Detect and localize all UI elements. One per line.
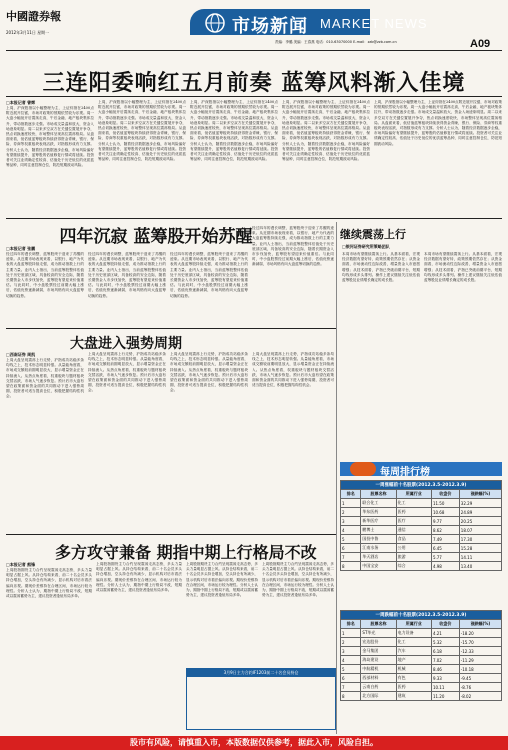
sidebar-byline: □银河证券研究所策略团队 [342,244,390,249]
table-cell: 8 [341,562,361,571]
table-header: 收盘价 [431,490,459,499]
section-title-cn: 市场新闻 [232,16,308,37]
table-cell: 汽车 [396,647,431,656]
table-cell: 1 [341,499,361,508]
table-cell: -12.33 [459,647,501,656]
table-cell: 食品 [396,535,431,544]
table-cell: 7.49 [431,535,459,544]
table-cell: 鹏博士 [361,526,396,535]
table-cell: -11.29 [459,656,501,665]
losers-table [340,610,502,701]
table-header: 涨跌幅(%) [459,490,501,499]
table-header: 所属行业 [396,490,431,499]
table-cell: 5 [341,665,361,674]
table-cell: ST华光 [361,629,396,638]
page-number: A09 [470,38,491,50]
table-row [341,692,502,701]
table-row [341,647,502,656]
table-row [341,629,502,638]
article3-body-col-1: 上周大盘呈现震荡上行走势，沪指成功站稳多条均线之上，技术形态明显转强。从量能角度看，市场成交额较前期明显放大，显示增量资金正在持续流入。从热点角度看，权重板块与题材板块交替活跃，市场人气逐步恢复。预计后市大盘有望在政策面和资金面的共同推动下进入强势周期，投资者可适当提高仓位，积极把握结构性机会。 [6,358,84,399]
header-rule [6,50,502,51]
table-cell: 5.77 [431,553,459,562]
table-cell: 建筑 [396,692,431,701]
table-cell: -10.18 [459,665,501,674]
article2-body-col-3: 经过四年的漫长调整，蓝筹股终于迎来了苏醒的迹象。从近期市场表现来看，以银行、地产为代表的大盘蓝筹股持续走强，成为推动指数上行的主要力量。业内人士指出，当前蓝筹股整体估值处于历史底部区域，具备较高的安全边际，随着长期资金入市步伐加快，蓝筹股有望迎来价值重估。与此同时，中小盘股票经过前期大幅上涨后，估值优势逐渐减弱，市场风格有向大盘蓝筹切换的趋势。 [170,252,248,298]
table-header: 排名 [341,490,361,499]
table-cell: 化工 [396,638,431,647]
table-row [341,553,502,562]
table-cell: 11.20 [431,692,459,701]
table-cell: -8.02 [459,692,501,701]
article3-body-col-3: 上周大盘呈现震荡上行走势，沪指成功站稳多条均线之上，技术形态明显转强。从量能角度看，市场成交额较前期明显放大，显示增量资金正在持续流入。从热点角度看，权重板块与题材板块交替活跃，市场人气逐步恢复。预计后市大盘有望在政策面和资金面的共同推动下进入强势周期，投资者可适当提高仓位，积极把握结构性机会。 [170,352,248,393]
table-row [341,683,502,692]
table-cell: 江南水务 [361,544,396,553]
table-cell: 华天酒店 [361,553,396,562]
table-cell: 10.68 [431,508,459,517]
losers-table-body [341,629,502,701]
table-cell: 云南白药 [361,683,396,692]
table-cell: 地产 [396,656,431,665]
table-cell: 化工 [396,499,431,508]
table-header: 股票名称 [361,620,396,629]
table-cell: 24.89 [459,508,501,517]
table-cell: 通信 [396,526,431,535]
table-cell: 机械 [396,665,431,674]
table-cell: 北方国际 [361,692,396,701]
table-cell: -8.76 [459,683,501,692]
table-cell: 宏达股份 [361,638,396,647]
weekly-ranking-label: 每周排行榜 [380,467,430,478]
lead-byline: □本报记者 曾辉 [6,100,36,105]
weekly-ranking-banner [340,462,502,476]
table-cell: 7.02 [431,656,459,665]
table-row [341,517,502,526]
table-header: 涨跌幅(%) [459,620,501,629]
editor-info: 责编：李璐 美编：王春燕 电话：010-63070000 E-mail：zzb@zzb.com.cn [275,40,397,44]
table-cell: 6.45 [431,544,459,553]
table-row [341,562,502,571]
section-title-en: MARKET NEWS [320,16,428,31]
table-cell: 8.46 [431,665,459,674]
section-rule-2 [6,328,336,329]
table-cell: 20.25 [459,517,501,526]
article2-body-col-1: 经过四年的漫长调整，蓝筹股终于迎来了苏醒的迹象。从近期市场表现来看，以银行、地产为代表的大盘蓝筹股持续走强，成为推动指数上行的主要力量。业内人士指出，当前蓝筹股整体估值处于历史底部区域，具备较高的安全边际，随着长期资金入市步伐加快，蓝筹股有望迎来价值重估。与此同时，中小盘股票经过前期大幅上涨后，估值优势逐渐减弱，市场风格有向大盘蓝筹切换的趋势。 [6,252,84,298]
table-cell: 华东医药 [361,508,396,517]
table-cell: 医疗 [396,517,431,526]
article2-body-col-4: 经过四年的漫长调整，蓝筹股终于迎来了苏醒的迹象。从近期市场表现来看，以银行、地产为代表的大盘蓝筹股持续走强，成为推动指数上行的主要力量。业内人士指出，当前蓝筹股整体估值处于历史底部区域，具备较高的安全边际，随着长期资金入市步伐加快，蓝筹股有望迎来价值重估。与此同时，中小盘股票经过前期大幅上涨后，估值优势逐渐减弱，市场风格有向大盘蓝筹切换的趋势。 [252,226,334,267]
article4-body-col-1: 上周股指期货主力合约呈现震荡走高态势，多头力量明显占据上风。从持仓结构来看，前二十名会员多头持仓增加，空头持仓有所减少，显示机构对后市看法偏向乐观。期现价差维持在合理区间，市场运行较为理性。分析人士认为，期指中期上行格局不改，短期或以震荡蓄势为主，建议投资者逢低布局多单。 [6,568,92,599]
table-cell: 中航精机 [361,665,396,674]
table-cell: 17.30 [459,535,501,544]
article2-headline: 四年沉寂 蓝筹股开始苏醒 [59,227,253,247]
sidebar-headline: 继续震荡上行 [340,228,406,241]
table-cell: 新华医疗 [361,517,396,526]
table-cell: 5 [341,535,361,544]
table-cell: 中国宝安 [361,562,396,571]
table-cell: 3 [341,647,361,656]
table-cell: 海岛建设 [361,656,396,665]
article3-body-col-4: 上周大盘呈现震荡上行走势，沪指成功站稳多条均线之上，技术形态明显转强。从量能角度看，市场成交额较前期明显放大，显示增量资金正在持续流入。从热点角度看，权重板块与题材板块交替活跃，市场人气逐步恢复。预计后市大盘有望在政策面和资金面的共同推动下进入强势周期，投资者可适当提高仓位，积极把握结构性机会。 [252,352,334,388]
table-row [341,656,502,665]
section-rule-1 [6,218,502,219]
table-cell: 国投中鲁 [361,535,396,544]
table-header: 排名 [341,620,361,629]
table-cell: 电力设备 [396,629,431,638]
table-cell: 医药 [396,508,431,517]
table-cell: -9.45 [459,674,501,683]
article2-body-col-2: 经过四年的漫长调整，蓝筹股终于迎来了苏醒的迹象。从近期市场表现来看，以银行、地产为代表的大盘蓝筹股持续走强，成为推动指数上行的主要力量。业内人士指出，当前蓝筹股整体估值处于历史底部区域，具备较高的安全边际，随着长期资金入市步伐加快，蓝筹股有望迎来价值重估。与此同时，中小盘股票经过前期大幅上涨后，估值优势逐渐减弱，市场风格有向大盘蓝筹切换的趋势。 [88,252,166,298]
table-cell: 9.77 [431,517,459,526]
table-cell: 13.40 [459,562,501,571]
table-row [341,508,502,517]
table-cell: 4 [341,526,361,535]
table-row [341,674,502,683]
table-header: 收盘价 [431,620,459,629]
table-cell: 6 [341,544,361,553]
table-cell: 7 [341,683,361,692]
table-cell: 2 [341,638,361,647]
lead-body-col-5: 上周，沪深股指以小幅整理为主，上证综指在2400点附近展开拉锯，市场对政策的预期依然较为乐观。周一大盘小幅低开后震荡走高，午后金融、地产板块集体拉升，带动指数逐步走强。市场成交量温和放大，资金入场迹象明显。周二以来多空双方在关键位置展开争夺，热点切换速度较快，市场整体呈现高位震荡格局。从盘面来看，低估值蓝筹板块持续获得资金青睐，银行、保险、券商等权重板块表现活跃，对指数形成有力支撑。分析人士认为，随着经济数据逐步企稳，市场风险偏好有望继续提升，蓝筹股的估值修复行情或将延续。投资者可关注业绩确定性较高、估值处于历史低位的优质蓝筹品种，同时注意控制仓位，防范短期波动风险。 [374,100,502,146]
table-cell: 8.62 [431,526,459,535]
table-cell: 有色 [396,674,431,683]
table-cell: 14.11 [459,553,501,562]
table-cell: 11.50 [431,499,459,508]
table-cell: 4.21 [431,629,459,638]
table-row [341,638,502,647]
table-cell: 西部材料 [361,674,396,683]
sidebar-body-col-1: 本周市场有望继续震荡上行。从基本面看，宏观经济数据有望好转，政策预期依然存在；从资金面看，市场流动性边际改善，增量资金入市意愿增强；从技术面看，沪指已突破前期平台，短期均线形成多头排列。操作上建议继续关注低估值蓝筹股及业绩增长确定的成长股。 [342,252,420,283]
table-row [341,499,502,508]
table-cell: 4.98 [431,562,459,571]
table-cell: 综合 [396,562,431,571]
lead-headline: 三连阳委响红五月前奏 蓝筹风料渐入佳境 [42,71,466,96]
lead-body-col-4: 上周，沪深股指以小幅整理为主，上证综指在2400点附近展开拉锯，市场对政策的预期依然较为乐观。周一大盘小幅低开后震荡走高，午后金融、地产板块集体拉升，带动指数逐步走强。市场成交量温和放大，资金入场迹象明显。周二以来多空双方在关键位置展开争夺，热点切换速度较快，市场整体呈现高位震荡格局。从盘面来看，低估值蓝筹板块持续获得资金青睐，银行、保险、券商等权重板块表现活跃，对指数形成有力支撑。分析人士认为，随着经济数据逐步企稳，市场风险偏好有望继续提升，蓝筹股的估值修复行情或将延续。投资者可关注业绩确定性较高、估值处于历史低位的优质蓝筹品种，同时注意控制仓位，防范短期波动风险。 [282,100,370,162]
table-row [341,535,502,544]
table-cell: 旅游 [396,553,431,562]
article3-body-col-2: 上周大盘呈现震荡上行走势，沪指成功站稳多条均线之上，技术形态明显转强。从量能角度看，市场成交额较前期明显放大，显示增量资金正在持续流入。从热点角度看，权重板块与题材板块交替活跃，市场人气逐步恢复。预计后市大盘有望在政策面和资金面的共同推动下进入强势周期，投资者可适当提高仓位，积极把握结构性机会。 [88,352,166,393]
lead-body-col-1: 上周，沪深股指以小幅整理为主，上证综指在2400点附近展开拉锯，市场对政策的预期依然较为乐观。周一大盘小幅低开后震荡走高，午后金融、地产板块集体拉升，带动指数逐步走强。市场成交量温和放大，资金入场迹象明显。周二以来多空双方在关键位置展开争夺，热点切换速度较快，市场整体呈现高位震荡格局。从盘面来看，低估值蓝筹板块持续获得资金青睐，银行、保险、券商等权重板块表现活跃，对指数形成有力支撑。分析人士认为，随着经济数据逐步企稳，市场风险偏好有望继续提升，蓝筹股的估值修复行情或将延续。投资者可关注业绩确定性较高、估值处于历史低位的优质蓝筹品种，同时注意控制仓位，防范短期波动风险。 [6,106,94,168]
gainers-table [340,480,502,571]
table-header: 股票名称 [361,490,396,499]
table-cell: -18.20 [459,629,501,638]
table-cell: 金马集团 [361,647,396,656]
article4-byline: □本报记者 熊锋 [6,562,36,567]
table-cell: 32.29 [459,499,501,508]
table-cell: 公用 [396,544,431,553]
article3-headline: 大盘进入强势周期 [70,336,182,352]
table-cell: -15.70 [459,638,501,647]
table-cell: 医药 [396,683,431,692]
table-cell: 4 [341,656,361,665]
article4-body-col-3: 上周股指期货主力合约呈现震荡走高态势，多头力量明显占据上风。从持仓结构来看，前二十名会员多头持仓增加，空头持仓有所减少，显示机构对后市看法偏向乐观。期现价差维持在合理区间，市场运行较为理性。分析人士认为，期指中期上行格局不改，短期或以震荡蓄势为主，建议投资者逢低布局多单。 [186,562,258,598]
gainers-table-body [341,499,502,571]
masthead: 中國證券報 [6,10,61,23]
table-cell: 15.28 [459,544,501,553]
article4-body-col-2: 上周股指期货主力合约呈现震荡走高态势，多头力量明显占据上风。从持仓结构来看，前二十名会员多头持仓增加，空头持仓有所减少，显示机构对后市看法偏向乐观。期现价差维持在合理区间，市场运行较为理性。分析人士认为，期指中期上行格局不改，短期或以震荡蓄势为主，建议投资者逢低布局多单。 [96,562,182,593]
table-cell: 6.18 [431,647,459,656]
globe-icon [198,12,232,34]
article3-byline: □西南证券 周凯 [6,352,36,357]
table-header: 所属行业 [396,620,431,629]
table-cell: 7 [341,553,361,562]
weekly-logo-icon [350,462,376,476]
lead-body-col-2: 上周，沪深股指以小幅整理为主，上证综指在2400点附近展开拉锯，市场对政策的预期依然较为乐观。周一大盘小幅低开后震荡走高，午后金融、地产板块集体拉升，带动指数逐步走强。市场成交量温和放大，资金入场迹象明显。周二以来多空双方在关键位置展开争夺，热点切换速度较快，市场整体呈现高位震荡格局。从盘面来看，低估值蓝筹板块持续获得资金青睐，银行、保险、券商等权重板块表现活跃，对指数形成有力支撑。分析人士认为，随着经济数据逐步企稳，市场风险偏好有望继续提升，蓝筹股的估值修复行情或将延续。投资者可关注业绩确定性较高、估值处于历史低位的优质蓝筹品种，同时注意控制仓位，防范短期波动风险。 [98,100,186,162]
article2-byline: □本报记者 张鹏 [6,246,36,251]
table-row [341,526,502,535]
table-cell: 8 [341,692,361,701]
article4-body-col-4: 上周股指期货主力合约呈现震荡走高态势，多头力量明显占据上风。从持仓结构来看，前二十名会员多头持仓增加，空头持仓有所减少，显示机构对后市看法偏向乐观。期现价差维持在合理区间，市场运行较为理性。分析人士认为，期指中期上行格局不改，短期或以震荡蓄势为主，建议投资者逢低布局多单。 [262,562,334,598]
table-cell: 3 [341,517,361,526]
table-cell: 5.32 [431,638,459,647]
section-rule-3 [6,534,336,535]
futures-position-box [186,668,336,730]
losers-table-caption: 一周跌幅前十名股票(2012.3.5-2012.3.9) [341,611,502,620]
table-cell: 9.33 [431,674,459,683]
table-cell: 6 [341,674,361,683]
table-row [341,665,502,674]
lead-rule [6,96,502,97]
column-divider [336,222,337,734]
risk-disclaimer-footer: 股市有风险，请慎重入市，本版数据仅供参考，据此入市，风险自担。 [0,736,508,750]
table-cell: 18.07 [459,526,501,535]
table-row [341,544,502,553]
table-cell: 2 [341,508,361,517]
sidebar-body-col-2: 本周市场有望继续震荡上行。从基本面看，宏观经济数据有望好转，政策预期依然存在；从资金面看，市场流动性边际改善，增量资金入市意愿增强；从技术面看，沪指已突破前期平台，短期均线形成多头排列。操作上建议继续关注低估值蓝筹股及业绩增长确定的成长股。 [424,252,502,283]
table-cell: 10.11 [431,683,459,692]
table-cell: 联合化工 [361,499,396,508]
table-cell: 1 [341,629,361,638]
lead-body-col-3: 上周，沪深股指以小幅整理为主，上证综指在2400点附近展开拉锯，市场对政策的预期依然较为乐观。周一大盘小幅低开后震荡走高，午后金融、地产板块集体拉升，带动指数逐步走强。市场成交量温和放大，资金入场迹象明显。周二以来多空双方在关键位置展开争夺，热点切换速度较快，市场整体呈现高位震荡格局。从盘面来看，低估值蓝筹板块持续获得资金青睐，银行、保险、券商等权重板块表现活跃，对指数形成有力支撑。分析人士认为，随着经济数据逐步企稳，市场风险偏好有望继续提升，蓝筹股的估值修复行情或将延续。投资者可关注业绩确定性较高、估值处于历史低位的优质蓝筹品种，同时注意控制仓位，防范短期波动风险。 [190,100,278,162]
masthead-date: 2012年3月11日 星期一 [6,30,50,35]
gainers-table-caption: 一周涨幅前十名股票(2012.3.5-2012.3.9) [341,481,502,490]
futures-box-title: 3月9日主力合约IF1203前二十名会员持仓 [187,669,335,677]
page-header [0,0,508,50]
article4-headline: 多方攻守兼备 期指中期上行格局不改 [55,543,317,562]
